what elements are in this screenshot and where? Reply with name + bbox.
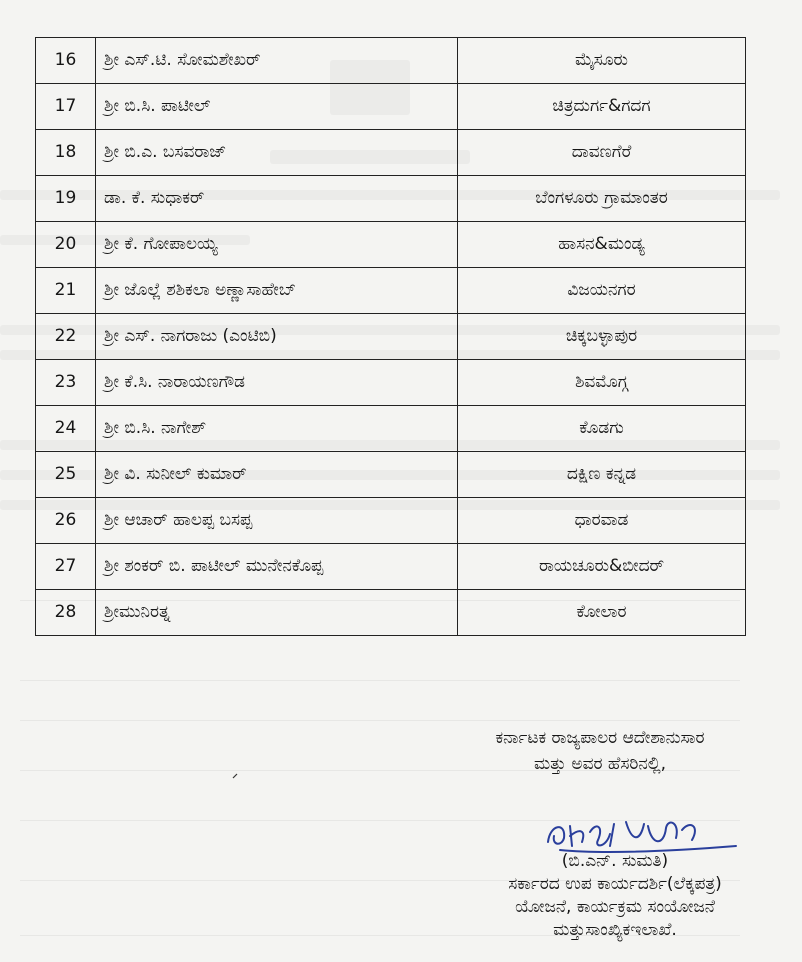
row-number: 19: [36, 176, 96, 222]
district-name: ಶಿವಮೊಗ್ಗ: [458, 360, 746, 406]
stray-mark: [232, 764, 238, 770]
row-number: 25: [36, 452, 96, 498]
closing-line-1: ಕರ್ನಾಟಕ ರಾಜ್ಯಪಾಲರ ಆದೇಶಾನುಸಾರ: [495, 728, 705, 748]
row-number: 24: [36, 406, 96, 452]
table-row: [36, 130, 746, 176]
district-name: ಕೊಡಗು: [458, 406, 746, 452]
district-name: ದಾವಣಗೆರೆ: [458, 130, 746, 176]
row-number: 17: [36, 84, 96, 130]
district-name: ಚಿಕ್ಕಬಳ್ಳಾಪುರ: [458, 314, 746, 360]
minister-name: ಶ್ರೀ ಬಿ.ಸಿ. ನಾಗೇಶ್: [96, 406, 458, 452]
minister-name: ಶ್ರೀ ಬಿ.ಸಿ. ಪಾಟೀಲ್: [96, 84, 458, 130]
row-number: 20: [36, 222, 96, 268]
table-row: [36, 222, 746, 268]
district-name: ಬೆಂಗಳೂರು ಗ್ರಾಮಾಂತರ: [458, 176, 746, 222]
minister-district-table: [35, 37, 746, 636]
table-row: [36, 268, 746, 314]
closing-line-2: ಮತ್ತು ಅವರ ಹೆಸರಿನಲ್ಲಿ,: [533, 754, 667, 774]
district-name: ಕೋಲಾರ: [458, 590, 746, 636]
table-row: [36, 452, 746, 498]
minister-name: ಡಾ. ಕೆ. ಸುಧಾಕರ್: [96, 176, 458, 222]
table-row: [36, 590, 746, 636]
row-number: 18: [36, 130, 96, 176]
table-row: [36, 314, 746, 360]
minister-name: ಶ್ರೀ ಎಸ್.ಟಿ. ಸೋಮಶೇಖರ್: [96, 38, 458, 84]
table-row: [36, 544, 746, 590]
officer-department-1: ಯೋಜನೆ, ಕಾರ್ಯಕ್ರಮ ಸಂಯೋಜನೆ: [515, 897, 715, 917]
table-row: [36, 498, 746, 544]
minister-name: ಶ್ರೀ ಕೆ. ಗೋಪಾಲಯ್ಯ: [96, 222, 458, 268]
minister-name: ಶ್ರೀ ಶಂಕರ್ ಬಿ. ಪಾಟೀಲ್ ಮುನೇನಕೊಪ್ಪ: [96, 544, 458, 590]
district-name: ಧಾರವಾಡ: [458, 498, 746, 544]
minister-name: ಶ್ರೀ ಬಿ.ಎ. ಬಸವರಾಜ್: [96, 130, 458, 176]
row-number: 22: [36, 314, 96, 360]
table-row: [36, 406, 746, 452]
district-name: ದಕ್ಷಿಣ ಕನ್ನಡ: [458, 452, 746, 498]
minister-name: ಶ್ರೀಮುನಿರತ್ನ: [96, 590, 458, 636]
officer-department-2: ಮತ್ತುಸಾಂಖ್ಯಿಕಇಲಾಖೆ.: [553, 920, 677, 940]
table-row: [36, 176, 746, 222]
district-name: ಚಿತ್ರದುರ್ಗ&ಗದಗ: [458, 84, 746, 130]
minister-name: ಶ್ರೀ ಜೊಲ್ಲೆ ಶಶಿಕಲಾ ಅಣ್ಣಾಸಾಹೇಬ್: [96, 268, 458, 314]
minister-name: ಶ್ರೀ ಆಚಾರ್ ಹಾಲಪ್ಪ ಬಸಪ್ಪ: [96, 498, 458, 544]
row-number: 16: [36, 38, 96, 84]
table-row: [36, 84, 746, 130]
district-name: ಮೈಸೂರು: [458, 38, 746, 84]
row-number: 28: [36, 590, 96, 636]
bleed-through-rule: [20, 720, 740, 721]
officer-designation: ಸರ್ಕಾರದ ಉಪ ಕಾರ್ಯದರ್ಶಿ(ಲೆಕ್ಕಪತ್ರ): [508, 874, 722, 894]
order-closing: [420, 725, 780, 777]
officer-name: (ಬಿ.ಎನ್. ಸುಮತಿ): [561, 851, 669, 871]
minister-name: ಶ್ರೀ ಕೆ.ಸಿ. ನಾರಾಯಣಗೌಡ: [96, 360, 458, 406]
row-number: 21: [36, 268, 96, 314]
table-row: [36, 38, 746, 84]
row-number: 23: [36, 360, 96, 406]
table-row: [36, 360, 746, 406]
district-name: ಹಾಸನ&ಮಂಡ್ಯ: [458, 222, 746, 268]
minister-name: ಶ್ರೀ ಎಸ್. ನಾಗರಾಜು (ಎಂಟಿಬಿ): [96, 314, 458, 360]
bleed-through-rule: [20, 680, 740, 681]
signing-officer: [430, 850, 800, 942]
minister-rows: [36, 38, 746, 636]
minister-name: ಶ್ರೀ ವಿ. ಸುನೀಲ್ ಕುಮಾರ್: [96, 452, 458, 498]
row-number: 26: [36, 498, 96, 544]
row-number: 27: [36, 544, 96, 590]
district-name: ವಿಜಯನಗರ: [458, 268, 746, 314]
district-name: ರಾಯಚೂರು&ಬೀದರ್: [458, 544, 746, 590]
